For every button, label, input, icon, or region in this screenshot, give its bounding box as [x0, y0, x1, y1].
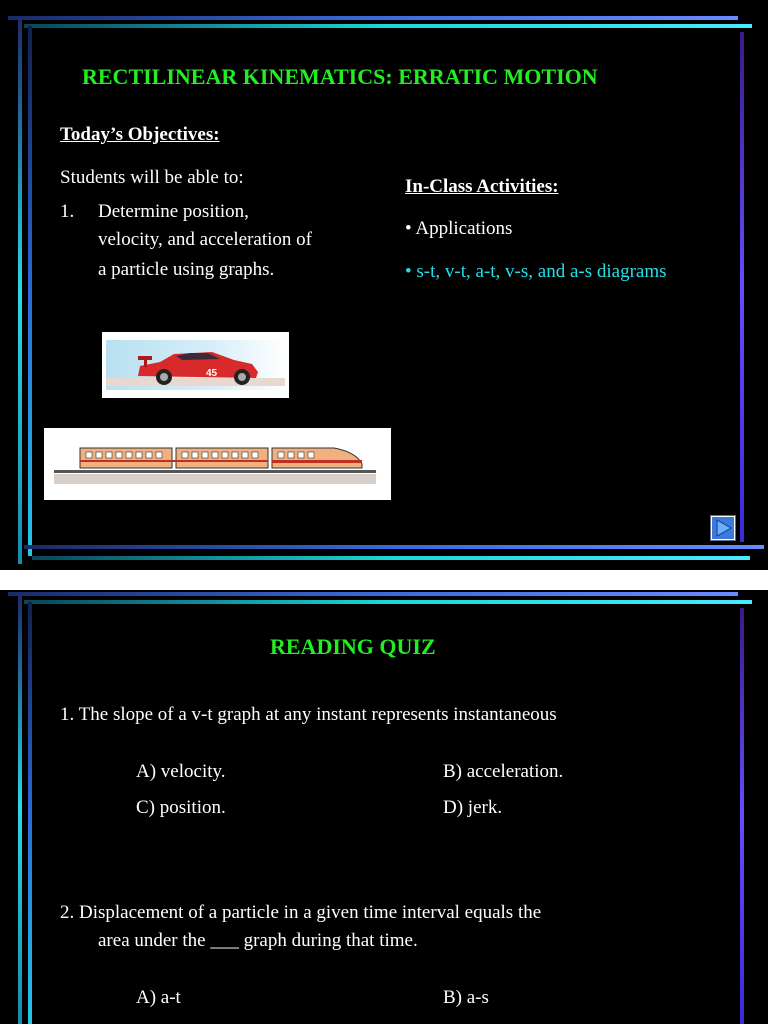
car-number: 45	[206, 368, 218, 379]
slide-title: RECTILINEAR KINEMATICS: ERRATIC MOTION	[82, 64, 598, 89]
slide-reading-quiz	[0, 590, 768, 1024]
activities-heading: In-Class Activities:	[405, 176, 559, 197]
right-frame-bar	[740, 608, 744, 1024]
activity-item-applications	[405, 218, 512, 240]
left-frame-bar	[18, 16, 22, 564]
train-image	[44, 428, 391, 500]
bullet: •	[405, 218, 412, 239]
quiz-title: READING QUIZ	[270, 634, 436, 659]
bottom-frame-bar	[24, 545, 764, 549]
question-1-option-c: C) position.	[136, 797, 226, 818]
question-2-option-b: B) a-s	[443, 987, 489, 1008]
objective-line-1: Determine position,	[98, 201, 249, 222]
top-frame-bar-inner	[24, 600, 752, 604]
play-arrow-icon	[711, 516, 735, 540]
activity-label: s-t, v-t, a-t, v-s, and a-s diagrams	[416, 261, 667, 282]
question-1-option-d: D) jerk.	[443, 797, 503, 818]
train-icon	[44, 428, 391, 500]
race-car-image	[102, 332, 289, 398]
left-frame-bar-inner	[28, 602, 32, 1024]
objective-line-3: a particle using graphs.	[98, 259, 275, 280]
question-1-option-b: B) acceleration.	[443, 761, 564, 782]
slide-separator	[0, 570, 768, 590]
next-slide-button[interactable]	[710, 515, 736, 541]
objective-line-2: velocity, and acceleration of	[98, 229, 312, 250]
question-1-text: 1. The slope of a v-t graph at any instant represents instantaneous	[60, 704, 557, 725]
activity-item-diagrams	[405, 261, 667, 283]
bottom-frame-bar-inner	[32, 556, 750, 560]
top-frame-bar	[8, 592, 738, 596]
left-frame-bar	[18, 592, 22, 1024]
objectives-intro: Students will be able to:	[60, 167, 244, 188]
objectives-heading: Today’s Objectives:	[60, 124, 220, 145]
right-frame-bar	[740, 32, 744, 542]
left-frame-bar-inner	[28, 26, 32, 556]
top-frame-bar-inner	[24, 24, 752, 28]
question-2-option-a: A) a-t	[136, 987, 181, 1008]
question-2-line-1: 2. Displacement of a particle in a given time interval equals the	[60, 902, 542, 923]
race-car-icon	[102, 332, 289, 398]
top-frame-bar	[8, 16, 738, 20]
question-1-option-a: A) velocity.	[136, 761, 226, 782]
bullet: •	[405, 261, 412, 282]
objective-number: 1.	[60, 201, 75, 222]
question-2-line-2: area under the ___ graph during that time.	[98, 930, 418, 951]
activity-label: Applications	[415, 218, 513, 239]
